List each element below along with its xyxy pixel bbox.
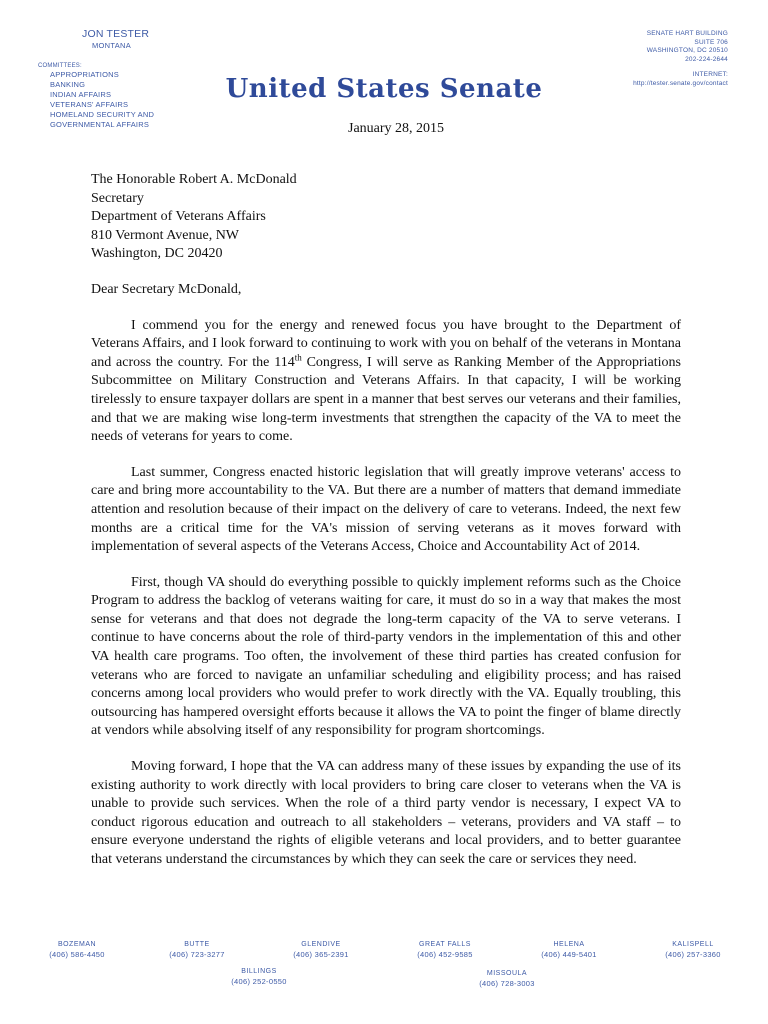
committee-item: GOVERNMENTAL AFFAIRS [50,120,150,129]
paragraph-3: First, though VA should do everything possible to quickly implement reforms such as the Choice Program to address the backlog of veterans waiting for care, it must do so in a way that makes the most sense for veterans and that does not degrade the long-term capacity of the VA to serve veterans. I continue to have concerns about the role of third-party vendors in the implementation of this and other VA health care programs. Too often, the involvement of these third parties has created confusion for veterans who are forced to navigate an unfamiliar scheduling and eligibility process; and has raised concerns among local providers who would prefer to work directly with the VA. Equally troubling, this outsourcing has hampered oversight efforts because it allows the VA to point the finger of blame directly at vendors while absolving itself of any responsibility for program shortcomings. [91,574,681,739]
ordinal-suffix: th [294,352,302,363]
office-city-name: BILLINGS [241,968,277,975]
paragraph-2: Last summer, Congress enacted historic legislation that will greatly improve veterans' access to care and bring more accountability to the VA. But there are a number of matters that demand immediate attention and resolution because of their impact on the delivery of care to veterans. Indeed, the next few months are a critical time for the VA's mission of serving veterans as it moves forward with implementation of several aspects of the Veterans Access, Choice and Accountability Act of 2014. [91,464,681,555]
office-city: WASHINGTON, DC 20510 [646,47,728,54]
office-city-name: HELENA [553,941,585,948]
salutation: Dear Secretary McDonald, [91,281,242,297]
office-great-falls [390,940,500,960]
office-city-name: GLENDIVE [301,941,341,948]
committee-item: BANKING [50,80,86,89]
office-phone-number: (406) 365-2391 [293,950,349,959]
senate-masthead: United States Senate [225,74,543,104]
office-city-name: MISSOULA [486,970,528,977]
office-city-name: GREAT FALLS [419,941,471,948]
committee-item: VETERANS' AFFAIRS [50,100,129,109]
committee-item: HOMELAND SECURITY AND [50,110,155,119]
office-phone: 202-224-2644 [685,55,728,63]
letter-date: January 28, 2015 [348,121,445,136]
addressee-line: The Honorable Robert A. McDonald [91,172,297,187]
addressee-line: 810 Vermont Avenue, NW [91,227,240,243]
addressee-line: Washington, DC 20420 [91,246,223,262]
addressee-line: Secretary [91,190,144,206]
committee-item: INDIAN AFFAIRS [50,90,112,99]
office-phone-number: (406) 252-0550 [231,977,287,986]
office-kalispell [638,940,748,960]
office-glendive [266,940,376,960]
office-city-name: BUTTE [184,941,210,948]
office-phone-number: (406) 452-9585 [417,950,473,959]
office-phone-number: (406) 586-4450 [49,950,105,959]
office-building: SENATE HART BUILDING [646,30,728,37]
paragraph-1-text-b: Congress, I will serve as Ranking Member of the Appropriations Subcommittee on Military Construction and Veterans Affairs. In that capacity, I will be working tirelessly to ensure taxpayer dollars are spent in a manner that best serves our veterans and their families, and that we are making wise long-term investments that strengthen the capacity of the VA to meet the needs of veterans for years to come. [91,354,681,445]
office-bozeman [22,940,132,960]
senator-state: MONTANA [92,41,132,50]
addressee-block [91,171,681,264]
office-billings [204,967,314,987]
internet-label: INTERNET: [692,71,728,78]
addressee-line: Department of Veterans Affairs [91,209,266,225]
office-helena [514,940,624,960]
office-city-name: BOZEMAN [57,941,97,948]
office-phone-number: (406) 449-5401 [541,950,597,959]
office-phone-number: (406) 257-3360 [665,950,721,959]
committee-item: APPROPRIATIONS [50,70,119,79]
internet-url[interactable]: http://tester.senate.gov/contact [633,79,728,87]
paragraph-1-text-a: I commend you for the energy and renewed focus you have brought to the Department of Veterans Affairs, and I look forward to continuing to work with you on behalf of the veterans in Montana and across the country. For the 114 [91,317,681,370]
office-missoula [452,969,562,989]
paragraph-4: Moving forward, I hope that the VA can address many of these issues by expanding the use of its existing authority to work directly with local providers to bring care closer to veterans when the VA is unable to provide such services. When the role of a third party vendor is necessary, I expect VA to conduct rigorous education and outreach to all stakeholders – veterans, providers and VA staff – to ensure everyone understand the rights of eligible veterans and local providers, and to better guarantee that veterans understand the circumstances by which they can seek the care or services they need. [91,759,681,867]
senator-name: JON TESTER [82,28,150,40]
paragraph-1 [91,317,681,447]
office-phone-number: (406) 728-3003 [479,979,535,988]
office-phone-number: (406) 723-3277 [169,950,225,959]
state-offices-footer [0,940,768,1000]
office-butte [142,940,252,960]
committees-header: COMMITTEES: [38,63,82,69]
letter-body [91,171,681,870]
office-city-name: KALISPELL [672,941,714,948]
office-suite: SUITE 706 [694,38,728,46]
